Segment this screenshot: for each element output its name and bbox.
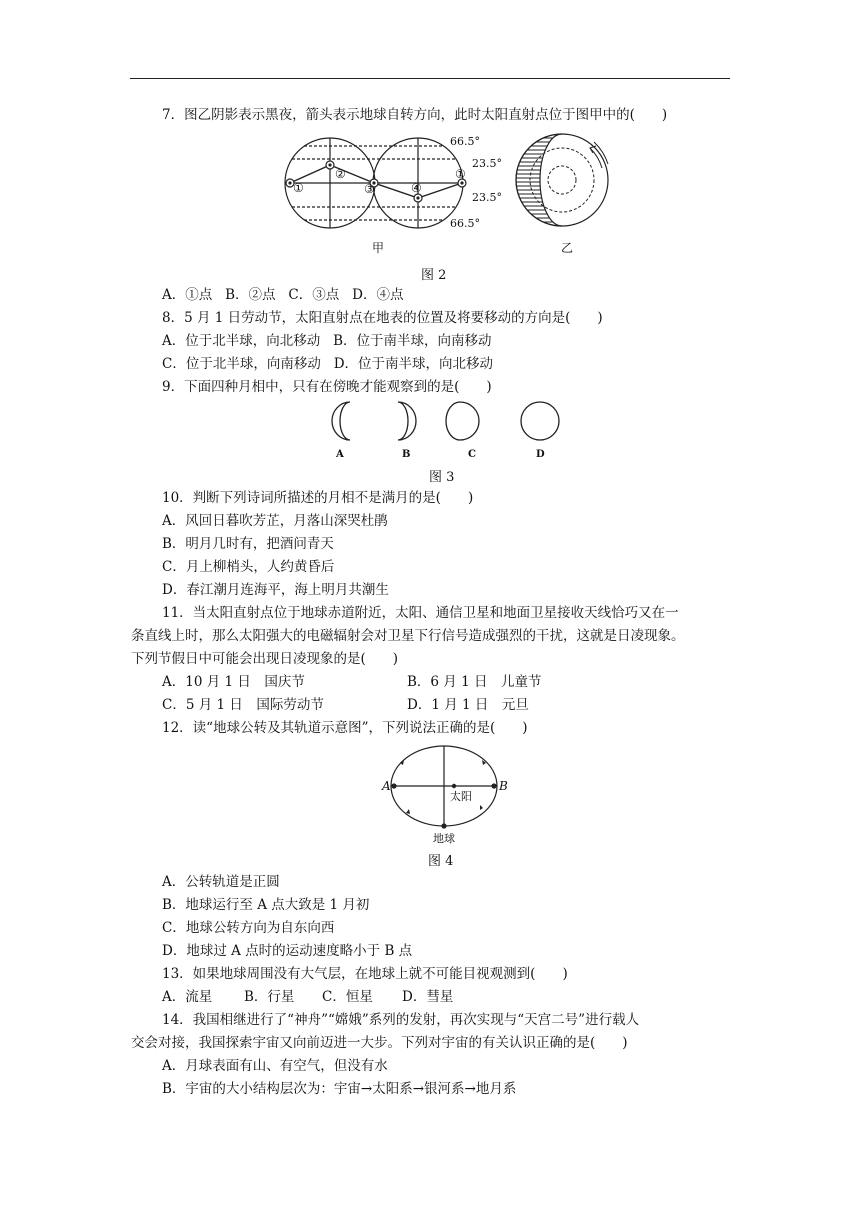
q14-opt-b: B．宇宙的大小结构层次为：宇宙→太阳系→银河系→地月系 bbox=[162, 1081, 517, 1097]
q10-opt-c: C．月上柳梢头，人约黄昏后 bbox=[162, 559, 335, 575]
q8-options-row2 bbox=[162, 355, 493, 373]
q12-opt-b: B．地球运行至 A 点大致是 1 月初 bbox=[162, 897, 370, 913]
q7-opt-c: C．③点 bbox=[288, 287, 340, 303]
q8-opt-c: C．位于北半球，向南移动 bbox=[162, 356, 321, 372]
figure-3-moon-phases bbox=[320, 400, 570, 462]
fig4-caption: 图 4 bbox=[428, 854, 454, 869]
q8-options-row1 bbox=[162, 332, 492, 350]
q11-opt-a: A．10 月 1 日 国庆节 bbox=[162, 674, 305, 690]
q13-opt-c: C．恒星 bbox=[322, 989, 373, 1005]
q12-opt-d: D．地球过 A 点时的运动速度略小于 B 点 bbox=[162, 943, 413, 959]
lat-66-s: 66.5° bbox=[450, 217, 480, 230]
q8-stem: 8．5 月 1 日劳动节，太阳直射点在地表的位置及将要移动的方向是( ) bbox=[162, 310, 603, 326]
q10-stem: 10．判断下列诗词所描述的月相不是满月的是( ) bbox=[162, 490, 474, 506]
orbit-label-a: A bbox=[382, 779, 391, 793]
figure-4-orbit bbox=[378, 740, 518, 848]
q12-opt-a: A．公转轨道是正圆 bbox=[162, 874, 280, 890]
q14-stem-line2: 交会对接，我国探索宇宙又向前迈进一大步。下列对宇宙的有关认识正确的是( ) bbox=[131, 1035, 628, 1051]
moon-label-d: D bbox=[536, 449, 545, 460]
q7-stem: 7．图乙阴影表示黑夜，箭头表示地球自转方向，此时太阳直射点位于图甲中的( ) bbox=[162, 107, 668, 123]
header-rule bbox=[130, 78, 730, 79]
q10-opt-a: A．风回日暮吹芳芷，月落山深哭杜鹃 bbox=[162, 513, 388, 529]
q11-stem-line3: 下列节假日中可能会出现日凌现象的是( ) bbox=[131, 651, 399, 667]
fig3-caption: 图 3 bbox=[429, 470, 455, 485]
q10-opt-b: B．明月几时有，把酒问青天 bbox=[162, 536, 334, 552]
moon-label-a: A bbox=[336, 449, 344, 460]
fig2-label-2: ② bbox=[335, 167, 346, 181]
q8-opt-d: D．位于南半球，向北移动 bbox=[333, 356, 494, 372]
q7-opt-d: D．④点 bbox=[352, 287, 404, 303]
q12-stem: 12．读“地球公转及其轨道示意图”，下列说法正确的是( ) bbox=[162, 720, 528, 736]
orbit-label-earth: 地球 bbox=[433, 832, 455, 845]
fig2-label-3: ③ bbox=[364, 182, 375, 196]
q7-opt-a: A．①点 bbox=[162, 287, 213, 303]
fig2-label-4: ④ bbox=[411, 181, 422, 195]
q10-opt-d: D．春江潮月连海平，海上明月共潮生 bbox=[162, 582, 389, 598]
figure-2 bbox=[280, 128, 620, 260]
q9-stem: 9．下面四种月相中，只有在傍晚才能观察到的是( ) bbox=[162, 379, 492, 395]
orbit-label-sun: 太阳 bbox=[450, 790, 472, 803]
fig-yi-label: 乙 bbox=[561, 241, 574, 255]
q11-opt-c: C．5 月 1 日 国际劳动节 bbox=[162, 697, 324, 713]
fig2-label-1b: ① bbox=[455, 167, 466, 181]
q13-options bbox=[162, 988, 453, 1006]
q11-stem-line1: 11．当太阳直射点位于地球赤道附近，太阳、通信卫星和地面卫星接收天线恰巧又在一 bbox=[162, 605, 679, 621]
moon-label-b: B bbox=[402, 449, 411, 460]
q8-opt-a: A．位于北半球，向北移动 bbox=[162, 333, 321, 349]
q11-opt-b: B．6 月 1 日 儿童节 bbox=[407, 674, 542, 690]
moon-label-c: C bbox=[468, 449, 476, 460]
orbit-label-b: B bbox=[499, 779, 508, 793]
q14-opt-a: A．月球表面有山、有空气，但没有水 bbox=[162, 1058, 388, 1074]
q13-opt-b: B．行星 bbox=[244, 989, 295, 1005]
q11-opt-d: D．1 月 1 日 元旦 bbox=[407, 697, 529, 713]
q14-stem-line1: 14．我国相继进行了“神舟”“嫦娥”系列的发射，再次实现与“天宫二号”进行载人 bbox=[162, 1012, 640, 1028]
q12-opt-c: C．地球公转方向为自东向西 bbox=[162, 920, 335, 936]
fig2-caption: 图 2 bbox=[421, 268, 447, 283]
q8-opt-b: B．位于南半球，向南移动 bbox=[333, 333, 492, 349]
q7-options bbox=[162, 286, 403, 304]
q13-opt-d: D．彗星 bbox=[402, 989, 454, 1005]
q13-opt-a: A．流星 bbox=[162, 989, 213, 1005]
lat-23-n: 23.5° bbox=[472, 157, 502, 170]
q7-opt-b: B．②点 bbox=[225, 287, 276, 303]
q11-stem-line2: 条直线上时，那么太阳强大的电磁辐射会对卫星下行信号造成强烈的干扰，这就是日凌现象。 bbox=[131, 628, 685, 644]
fig-jia-label: 甲 bbox=[372, 241, 385, 255]
lat-23-s: 23.5° bbox=[472, 191, 502, 204]
lat-66-n: 66.5° bbox=[450, 135, 480, 148]
fig2-label-1: ① bbox=[293, 181, 304, 195]
q13-stem: 13．如果地球周围没有大气层，在地球上就不可能目视观测到( ) bbox=[162, 966, 568, 982]
